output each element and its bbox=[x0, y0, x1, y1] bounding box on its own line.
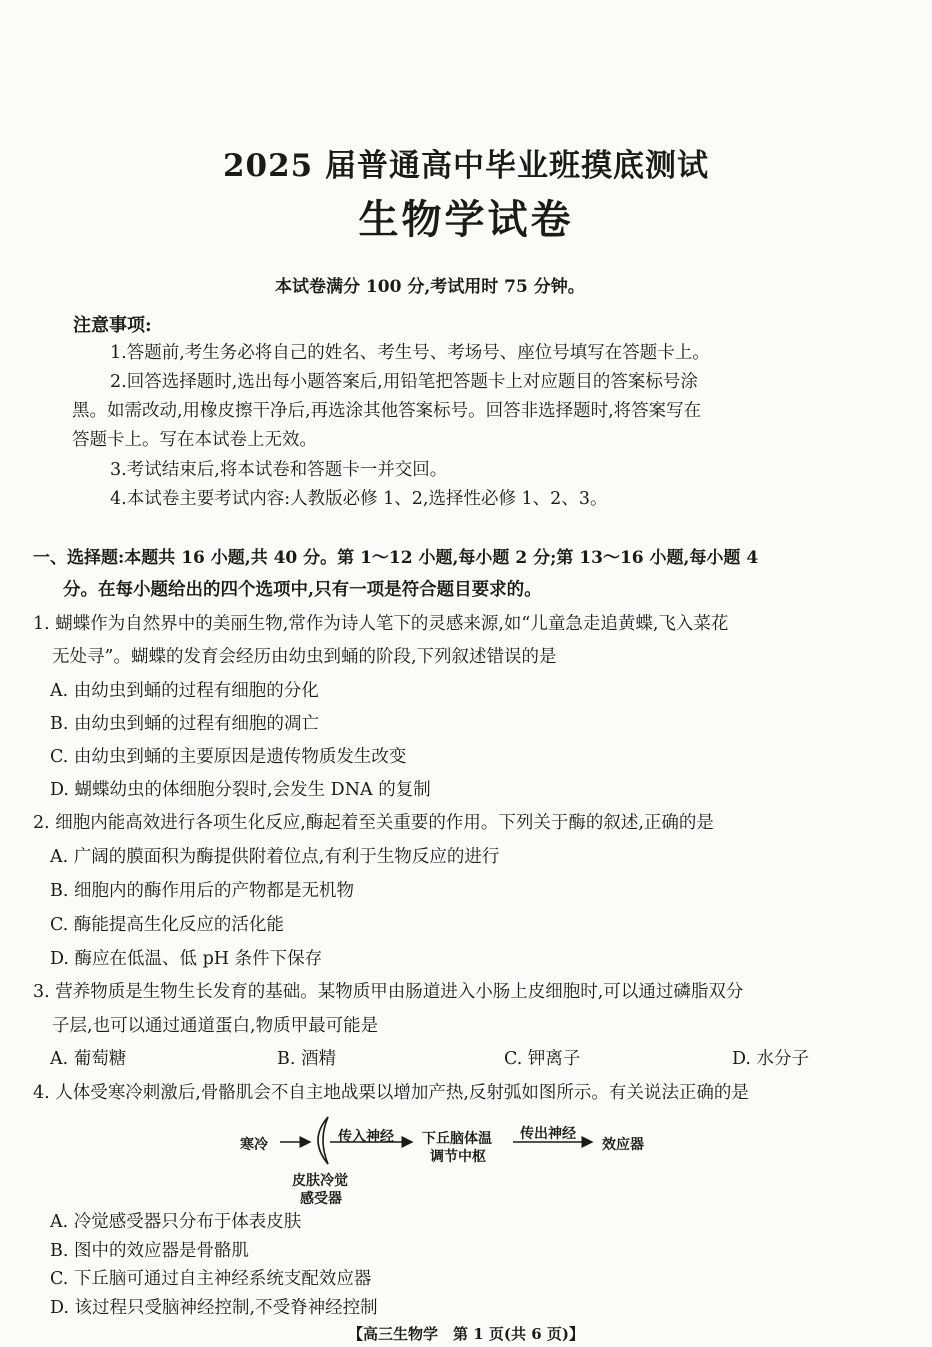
notice-heading: 注意事项: bbox=[73, 315, 152, 336]
option: B. 由幼虫到蛹的过程有细胞的凋亡 bbox=[50, 714, 319, 734]
option: C. 钾离子 bbox=[504, 1049, 581, 1069]
question-stem: 4. 人体受寒冷刺激后,骨骼肌会不自主地战栗以增加产热,反射弧如图所示。有关说法正确的是 bbox=[33, 1083, 749, 1103]
diagram-afferent: 传入神经 bbox=[338, 1129, 394, 1145]
option: D. 酶应在低温、低 pH 条件下保存 bbox=[50, 949, 323, 969]
exam-intro: 本试卷满分 100 分,考试用时 75 分钟。 bbox=[275, 277, 585, 297]
diagram-center: 下丘脑体温 bbox=[422, 1131, 492, 1147]
diagram-efferent: 传出神经 bbox=[520, 1126, 576, 1142]
option: C. 下丘脑可通过自主神经系统支配效应器 bbox=[50, 1269, 372, 1289]
option: B. 图中的效应器是骨骼肌 bbox=[50, 1241, 249, 1261]
diagram-receptor: 皮肤冷觉 bbox=[292, 1173, 348, 1189]
section-heading: 一、选择题:本题共 16 小题,共 40 分。第 1～12 小题,每小题 2 分;第 13～16 小题,每小题 4 bbox=[33, 548, 759, 568]
reflex-arc-diagram bbox=[230, 1112, 670, 1212]
question-stem: 3. 营养物质是生物生长发育的基础。某物质甲由肠道进入小肠上皮细胞时,可以通过磷脂双分 bbox=[33, 982, 744, 1002]
question-stem: 2. 细胞内能高效进行各项生化反应,酶起着至关重要的作用。下列关于酶的叙述,正确的是 bbox=[33, 813, 714, 833]
option: D. 蝴蝶幼虫的体细胞分裂时,会发生 DNA 的复制 bbox=[50, 780, 431, 800]
question-stem: 子层,也可以通过通道蛋白,物质甲最可能是 bbox=[52, 1016, 379, 1036]
option: A. 由幼虫到蛹的过程有细胞的分化 bbox=[50, 681, 319, 701]
notice-line: 4.本试卷主要考试内容:人教版必修 1、2,选择性必修 1、2、3。 bbox=[110, 489, 608, 509]
option: C. 酶能提高生化反应的活化能 bbox=[50, 915, 284, 935]
notice-line: 3.考试结束后,将本试卷和答题卡一并交回。 bbox=[110, 460, 448, 480]
notice-line: 2.回答选择题时,选出每小题答案后,用铅笔把答题卡上对应题目的答案标号涂 bbox=[110, 372, 698, 392]
option: D. 水分子 bbox=[732, 1049, 810, 1069]
question-stem: 无处寻”。蝴蝶的发育会经历由幼虫到蛹的阶段,下列叙述错误的是 bbox=[52, 647, 557, 667]
diagram-effector: 效应器 bbox=[602, 1137, 644, 1153]
option: A. 广阔的膜面积为酶提供附着位点,有利于生物反应的进行 bbox=[50, 847, 500, 867]
diagram-receptor: 感受器 bbox=[300, 1191, 342, 1207]
question-stem: 1. 蝴蝶作为自然界中的美丽生物,常作为诗人笔下的灵感来源,如“儿童急走追黄蝶,飞入菜花 bbox=[33, 614, 729, 634]
section-heading: 分。在每小题给出的四个选项中,只有一项是符合题目要求的。 bbox=[63, 580, 542, 600]
receptor-shape bbox=[318, 1117, 328, 1164]
option: B. 酒精 bbox=[277, 1049, 336, 1069]
diagram-center: 调节中枢 bbox=[430, 1149, 486, 1165]
notice-line: 黑。如需改动,用橡皮擦干净后,再选涂其他答案标号。回答非选择题时,将答案写在 bbox=[72, 401, 702, 421]
page-footer: 【高三生物学 第 1 页(共 6 页)】 bbox=[348, 1325, 584, 1343]
exam-title: 2025 届普通高中毕业班摸底测试 bbox=[222, 148, 710, 184]
option: B. 细胞内的酶作用后的产物都是无机物 bbox=[50, 881, 354, 901]
notice-line: 1.答题前,考生务必将自己的姓名、考生号、考场号、座位号填写在答题卡上。 bbox=[110, 343, 710, 363]
option: C. 由幼虫到蛹的主要原因是遗传物质发生改变 bbox=[50, 747, 407, 767]
option: A. 葡萄糖 bbox=[50, 1049, 127, 1069]
subject-title: 生物学试卷 bbox=[358, 196, 574, 243]
notice-line: 答题卡上。写在本试卷上无效。 bbox=[72, 430, 317, 450]
option: D. 该过程只受脑神经控制,不受脊神经控制 bbox=[50, 1298, 378, 1318]
diagram-stimulus: 寒冷 bbox=[240, 1137, 268, 1153]
option: A. 冷觉感受器只分布于体表皮肤 bbox=[50, 1212, 302, 1232]
